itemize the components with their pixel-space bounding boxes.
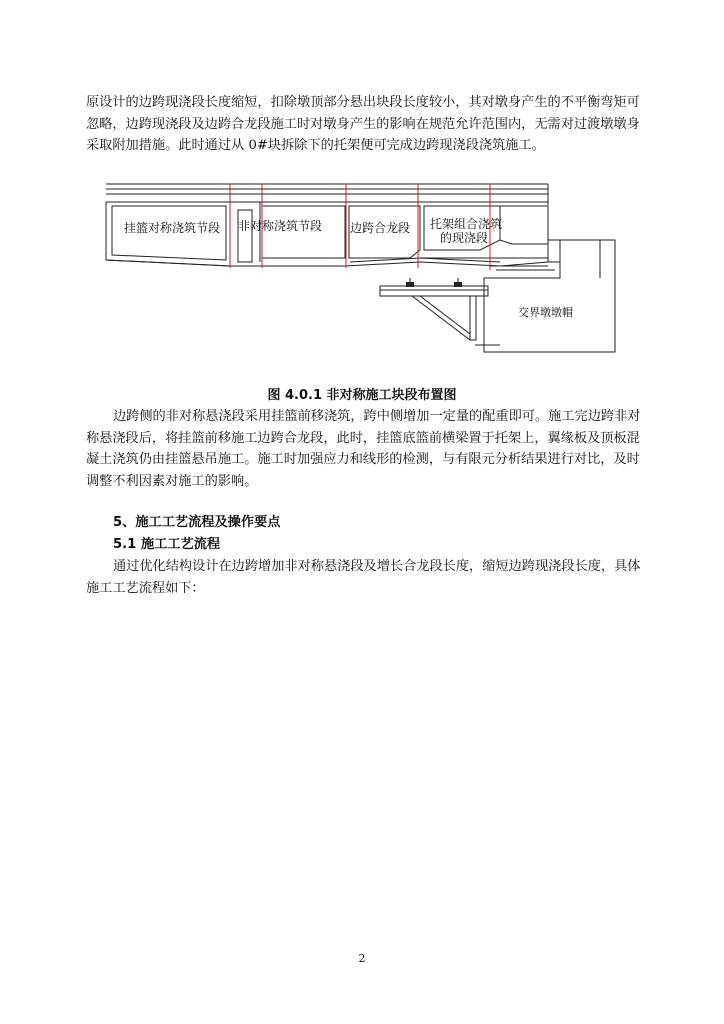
paragraph-line: 采取附加措施。此时通过从 0#块拆除下的托架便可完成边跨现浇段浇筑施工。 [86,138,545,153]
paragraph-line: 忽略，边跨现浇段及边跨合龙段施工时对墩身产生的影响在规范允许范围内，无需对过渡墩墩身 [86,116,640,132]
figure-caption: 图 4.0.1 非对称施工块段布置图 [267,388,457,403]
paragraph-line: 通过优化结构设计在边跨增加非对称悬浇段及增长合龙段长度，缩短边跨现浇段长度，具体 [113,559,641,574]
page-number: 2 [358,952,366,965]
label-pier-cap: 交界墩墩帽 [518,306,573,319]
paragraph-line: 原设计的边跨现浇段长度缩短，扣除墩顶部分悬出块段长度较小，其对墩身产生的不平衡弯矩可 [86,95,640,110]
label-closure-segment: 边跨合龙段 [350,221,411,235]
section-heading-5: 5、施工工艺流程及操作要点 [113,515,281,530]
paragraph-2 [86,406,641,492]
label-cast-in-place-line2: 的现浇段 [440,231,489,245]
paragraph-line: 凝土浇筑仍由挂篮悬吊施工。施工时加强应力和线形的检测，与有限元分析结果进行对比，及时 [86,452,640,467]
paragraph-line: 调整不利因素对施工的影响。 [86,473,258,489]
pier-cap [475,240,615,352]
label-cast-in-place-line1: 托架组合浇筑 [430,217,503,231]
paragraph-line: 施工工艺流程如下： [86,580,205,596]
paragraph-line: 边跨侧的非对称悬浇段采用挂篮前移浇筑，跨中侧增加一定量的配重即可。施工完边跨非对 [113,409,641,424]
paragraph-line: 称悬浇段后，将挂篮前移施工边跨合龙段，此时，挂篮底篮前横梁置于托架上，翼缘板及顶板混 [86,430,640,446]
paragraph-3 [86,556,641,599]
label-symmetric-segments: 挂篮对称浇筑节段 [124,221,221,235]
support-bracket [380,278,488,340]
label-asymmetric-segments: 非对称浇筑节段 [238,219,323,233]
section-heading-5-1: 5.1 施工工艺流程 [113,537,221,552]
